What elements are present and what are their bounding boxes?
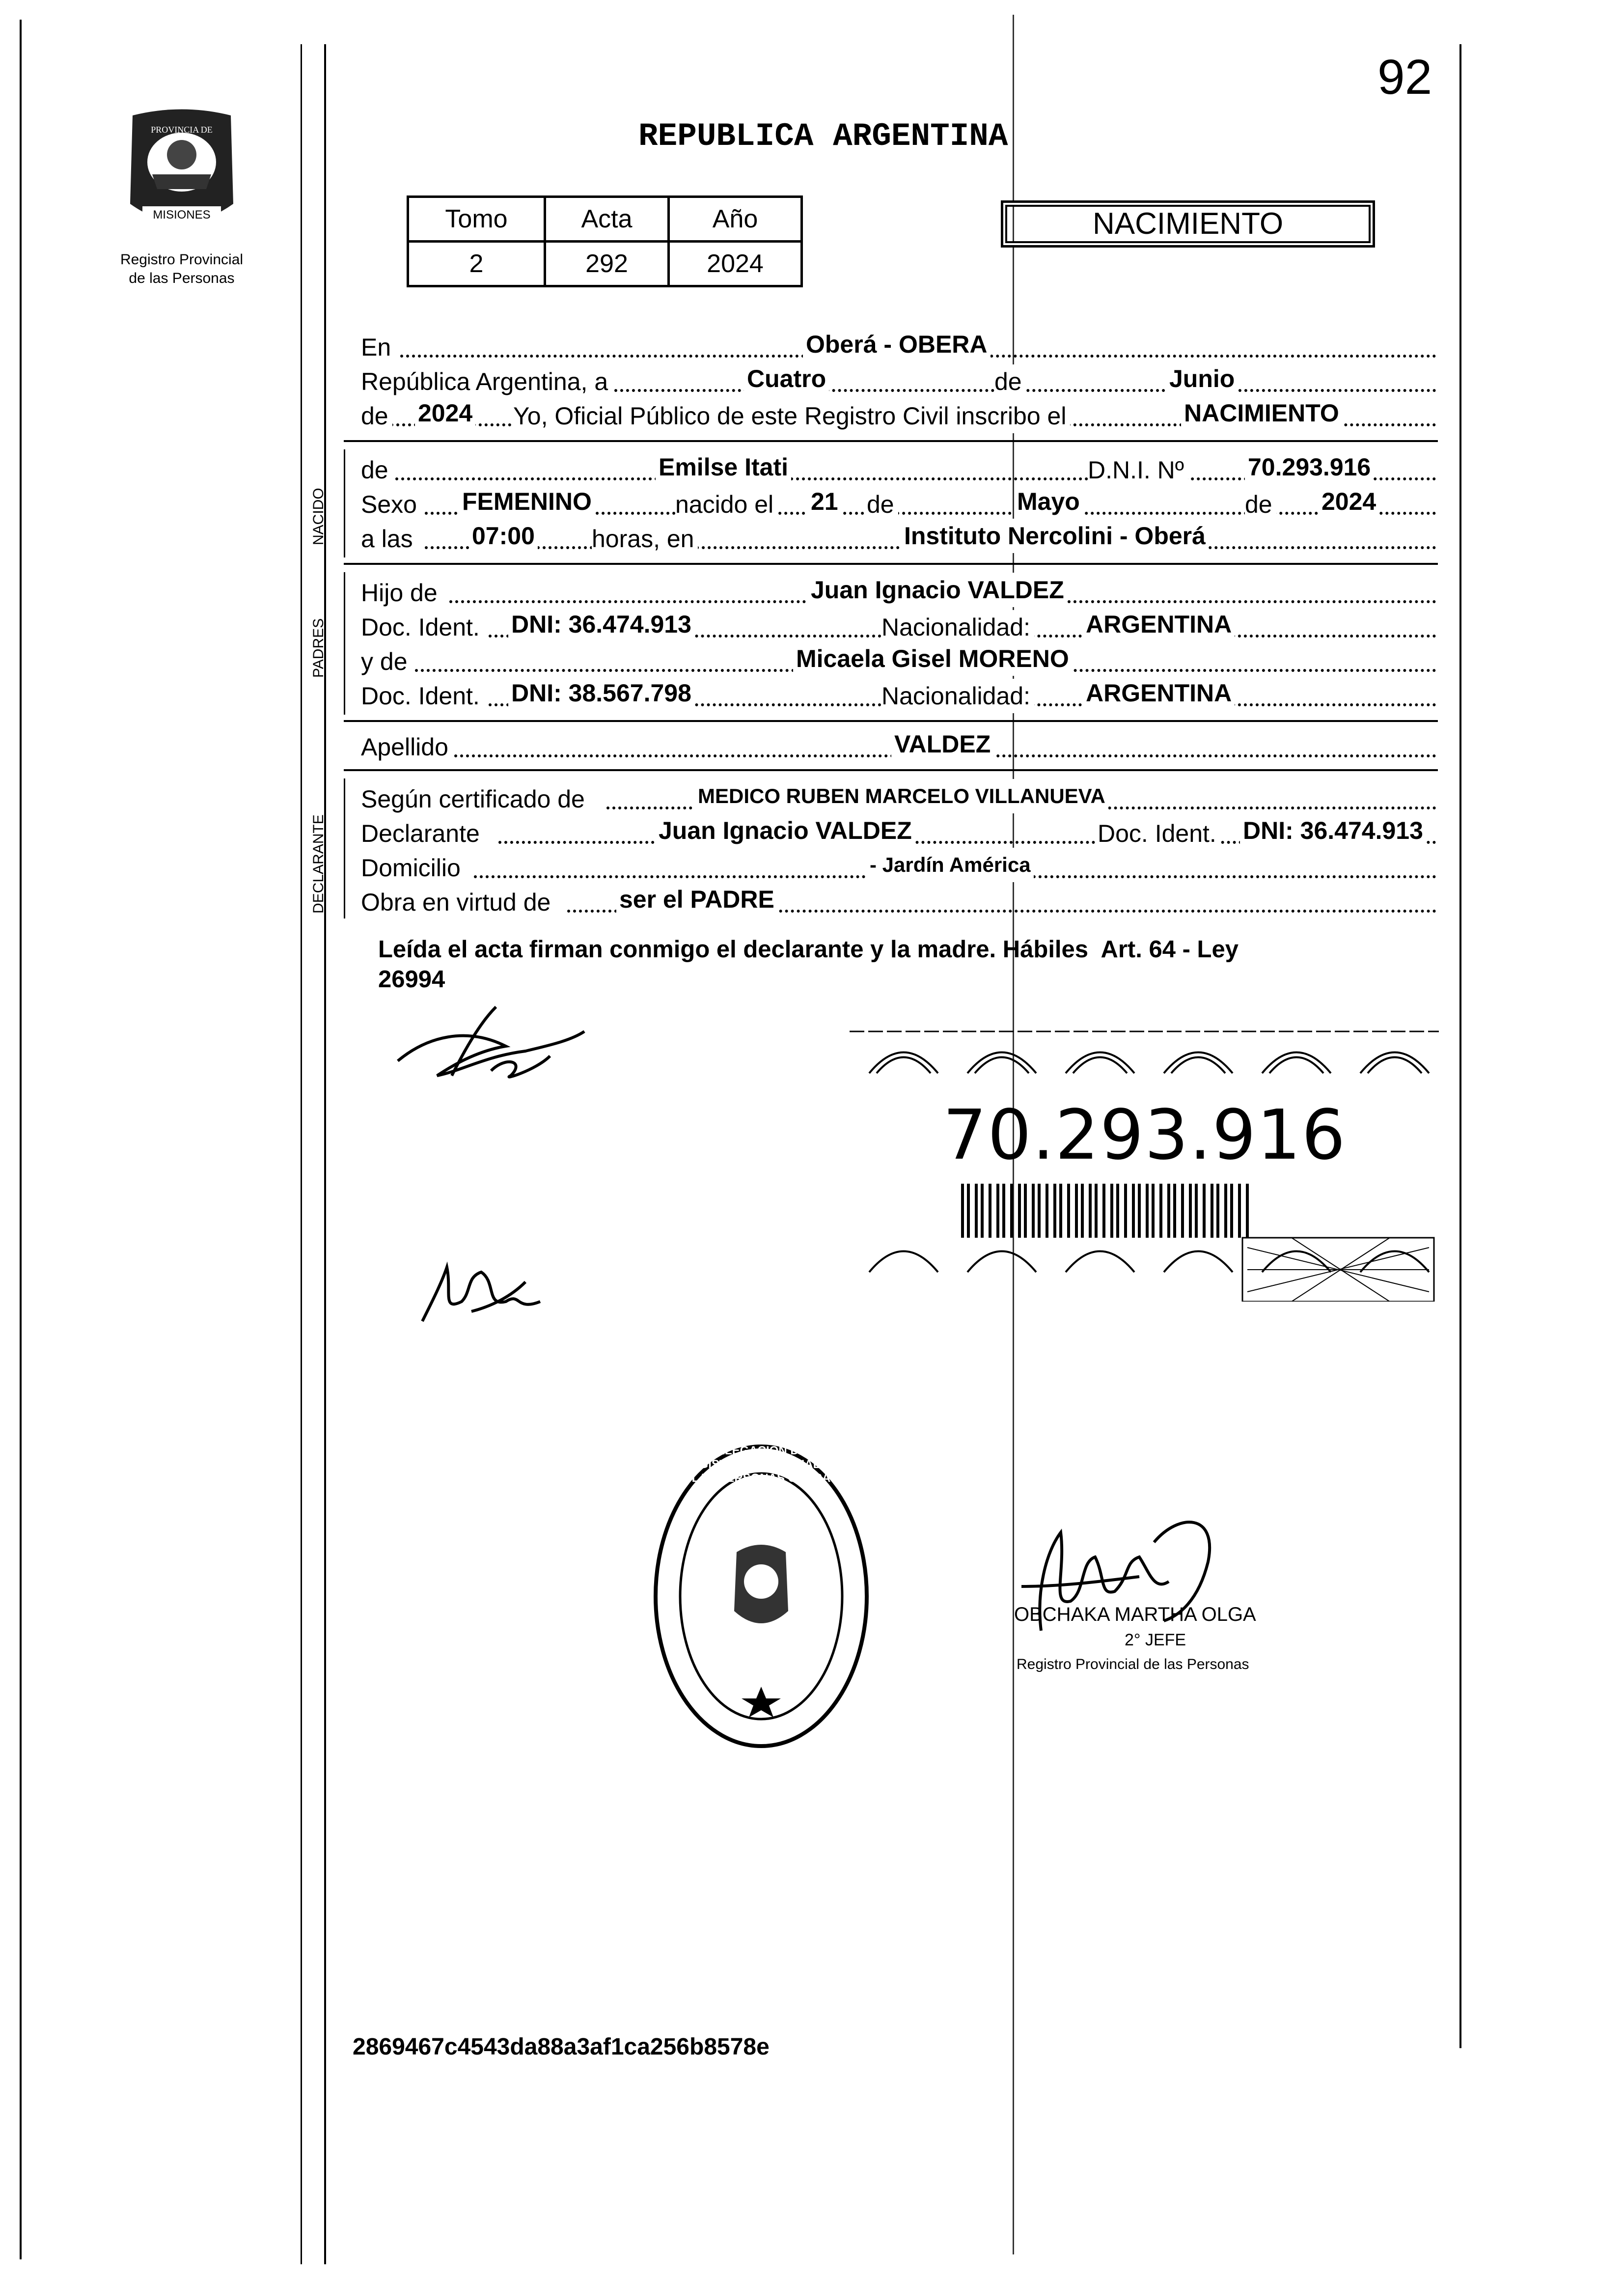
divider-3: [344, 720, 1438, 722]
decl-doc-label: Doc. Ident.: [1098, 816, 1220, 851]
declarante-section-label: DECLARANTE: [310, 814, 327, 914]
nacido-de-label: de: [361, 453, 392, 487]
official-signature: [992, 1493, 1247, 1650]
sexo-label: Sexo: [361, 487, 421, 522]
record-table: [407, 195, 803, 287]
cert-value: MEDICO RUBEN MARCELO VILLANUEVA: [695, 779, 1108, 813]
act-type-box: [1001, 200, 1375, 248]
svg-text:PROVINCIA DE: PROVINCIA DE: [151, 125, 213, 135]
anio-value: 2024: [669, 242, 802, 286]
tomo-header: Tomo: [408, 197, 545, 242]
father-doc-label: Doc. Ident.: [361, 610, 484, 644]
sticker-number: 70.293.916: [943, 1095, 1347, 1175]
inner-margin-line: [301, 44, 302, 2264]
padres-row-father: [361, 576, 1436, 610]
document-hash: 2869467c4543da88a3af1ca256b8578e: [353, 2034, 770, 2060]
inscribo-label: Yo, Oficial Público de este Registro Civil inscribo el: [513, 399, 1070, 433]
padres-bracket: [344, 572, 345, 715]
padres-row-mother: [361, 644, 1436, 679]
mother-nationality: ARGENTINA: [1083, 676, 1235, 710]
intro-row-date: [361, 364, 1436, 399]
year-label: de: [361, 399, 392, 433]
padres-row-father-doc: [361, 610, 1436, 644]
left-margin-line: [20, 20, 22, 2259]
domicilio-label: Domicilio: [361, 851, 465, 885]
official-name: OBCHAKA MARTHA OLGA: [1014, 1604, 1256, 1625]
acta-value: 292: [545, 242, 669, 286]
father-name: Juan Ignacio VALDEZ: [808, 573, 1067, 607]
registry-logo: [123, 106, 241, 243]
nacido-row-sex: [361, 487, 1436, 522]
intro-month: Junio: [1166, 361, 1238, 396]
official-stamp: [648, 1439, 874, 1753]
father-nationality: ARGENTINA: [1083, 607, 1235, 641]
stamp-text: DELEGACION DEL REGISTRO PROVINCIAL DE LAS PERSONAS OBERA: [683, 1444, 840, 1485]
act-type-label: NACIMIENTO: [1092, 207, 1284, 241]
tomo-value: 2: [408, 242, 545, 286]
official-role: 2° JEFE: [1125, 1631, 1186, 1649]
hijo-de-label: Hijo de: [361, 576, 441, 610]
padres-section-label: PADRES: [310, 618, 327, 678]
intro-row-place: [361, 330, 1436, 364]
dni-label: D.N.I. Nº: [1088, 453, 1188, 487]
birth-place: Instituto Nercolini - Oberá: [901, 519, 1209, 553]
anio-header: Año: [669, 197, 802, 242]
apellido-label: Apellido: [361, 730, 452, 764]
horas-label: horas, en: [592, 522, 698, 556]
alas-label: a las: [361, 522, 417, 556]
statement-line1: Leída el acta firman conmigo el declarante y la madre. Hábiles Art. 64 - Ley: [378, 936, 1239, 963]
birth-de2-label: de: [1245, 487, 1276, 522]
domicilio-value: - Jardín América: [867, 848, 1034, 882]
obra-value: ser el PADRE: [616, 882, 777, 917]
apellido-value: VALDEZ: [891, 727, 993, 761]
intro-de-label: de: [994, 364, 1026, 399]
mother-doc: DNI: 38.567.798: [508, 676, 694, 710]
registry-name-line2: de las Personas: [129, 270, 235, 286]
mother-doc-label: Doc. Ident.: [361, 679, 484, 713]
republica-label: República Argentina, a: [361, 364, 612, 399]
declarante-label: Declarante: [361, 816, 484, 851]
nacido-row-time: [361, 522, 1436, 556]
decl-row-obra: [361, 885, 1436, 919]
birth-de-label: de: [867, 487, 898, 522]
nacido-row-name: [361, 453, 1436, 487]
father-doc: DNI: 36.474.913: [508, 607, 694, 641]
en-label: En: [361, 330, 395, 364]
divider-4: [344, 769, 1438, 771]
page-number: 92: [1377, 50, 1432, 105]
birth-month: Mayo: [1014, 484, 1083, 519]
father-nat-label: Nacionalidad:: [881, 610, 1034, 644]
declarant-signature: [378, 997, 604, 1095]
nacido-bracket: [344, 449, 345, 557]
child-dni: 70.293.916: [1245, 450, 1374, 484]
registry-name-line1: Registro Provincial: [120, 251, 244, 268]
intro-act-type: NACIMIENTO: [1181, 396, 1342, 430]
intro-place: Oberá - OBERA: [803, 327, 991, 361]
statement-line2: 26994: [378, 966, 445, 993]
coat-of-arms-icon: [123, 106, 241, 243]
divider-1: [344, 440, 1438, 442]
right-margin-line: [1459, 44, 1461, 2048]
decl-doc-value: DNI: 36.474.913: [1240, 813, 1426, 848]
padres-row-mother-doc: [361, 679, 1436, 713]
nacido-el-label: nacido el: [675, 487, 777, 522]
mother-nat-label: Nacionalidad:: [881, 679, 1034, 713]
document-title: REPUBLICA ARGENTINA: [638, 118, 1008, 155]
birth-year: 2024: [1319, 484, 1379, 519]
decl-row-domicilio: [361, 851, 1436, 885]
apellido-row: [361, 730, 1436, 764]
child-name: Emilse Itati: [656, 450, 791, 484]
yde-label: y de: [361, 644, 412, 679]
intro-day: Cuatro: [744, 361, 829, 396]
intro-year: 2024: [415, 396, 475, 430]
svg-text:MISIONES: MISIONES: [153, 208, 211, 222]
registry-seal-icon: [648, 1439, 874, 1753]
acta-header: Acta: [545, 197, 669, 242]
obra-label: Obra en virtud de: [361, 885, 554, 919]
mother-name: Micaela Gisel MORENO: [793, 641, 1072, 676]
mother-signature: [413, 1252, 560, 1331]
security-sticker: [850, 1027, 1439, 1302]
birth-time: 07:00: [469, 519, 538, 553]
cert-label: Según certificado de: [361, 782, 589, 816]
divider-2: [344, 563, 1438, 565]
birth-day: 21: [808, 484, 841, 519]
intro-row-year: [361, 399, 1436, 433]
decl-row-cert: [361, 782, 1436, 816]
nacido-section-label: NACIDO: [310, 488, 327, 545]
declarante-bracket: [344, 778, 345, 918]
official-office: Registro Provincial de las Personas: [1017, 1656, 1249, 1672]
decl-row-declarante: [361, 816, 1436, 851]
child-sex: FEMENINO: [459, 484, 595, 519]
declarante-value: Juan Ignacio VALDEZ: [656, 813, 915, 848]
content-margin-line: [324, 44, 326, 2264]
